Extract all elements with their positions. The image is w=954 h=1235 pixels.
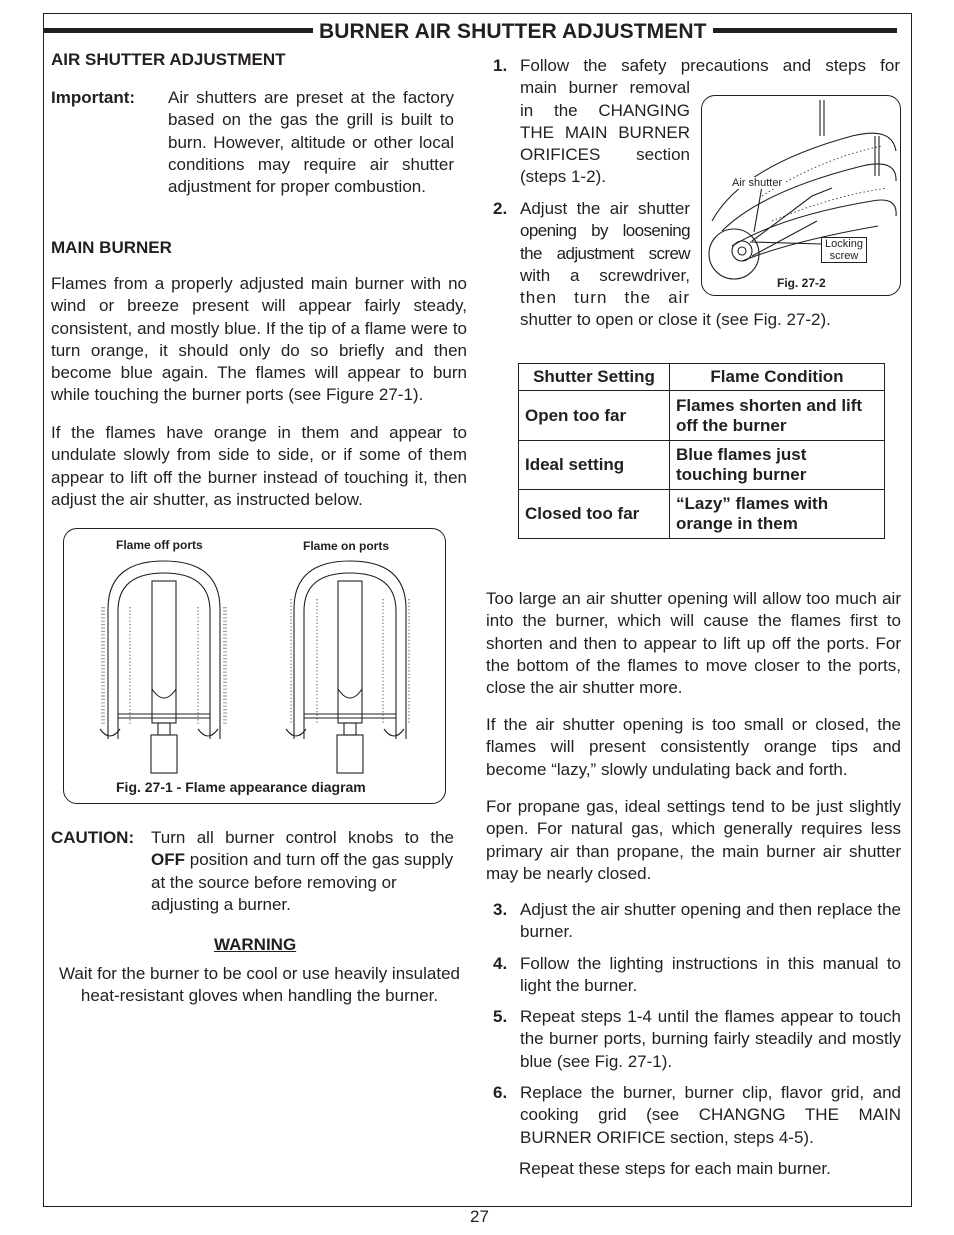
caution-text-line-1: Turn all burner control knobs to the	[151, 828, 454, 847]
figure-27-2-caption: Fig. 27-2	[777, 276, 826, 290]
table-cell-condition: Blue flames just touching burner	[670, 441, 885, 490]
table-header-shutter-setting: Shutter Setting	[519, 364, 670, 391]
table-cell-condition: “Lazy” flames with orange in them	[670, 490, 885, 539]
air-shutter-illustration	[702, 96, 900, 295]
table-cell-setting: Closed too far	[519, 490, 670, 539]
title-rule-right	[695, 28, 897, 33]
step-2-number: 2.	[493, 199, 508, 218]
shutter-setting-table	[518, 363, 885, 539]
important-label: Important:	[51, 88, 136, 107]
burner-diagrams	[64, 529, 445, 803]
label-flame-off-ports: Flame off ports	[116, 538, 203, 552]
figure-27-1-caption: Fig. 27-1 - Flame appearance diagram	[116, 779, 366, 795]
label-flame-on-ports: Flame on ports	[303, 539, 390, 553]
figure-27-1	[63, 528, 446, 804]
warning-text: Wait for the burner to be cool or use heavily insulated heat-resistant gloves when handling the burner.	[59, 964, 460, 1006]
caution-text-rest: position and turn off the gas supply at the source before removing or adjusting a burner.	[151, 850, 454, 914]
step-6-text: Replace the burner, burner clip, flavor grid, and cooking grid (see CHANGNG THE MAIN BURNER ORIFICE section, steps 4-5).	[520, 1083, 901, 1147]
step-1-number: 1.	[493, 56, 508, 75]
step-6-number: 6.	[493, 1083, 508, 1102]
burner-flame-on-ports	[286, 561, 406, 773]
step-1-text: Follow the safety precautions and steps for main burner removal in the CHANGING THE MAIN BURNER ORIFICES section (steps 1-2).	[520, 56, 900, 187]
step-4-text: Follow the lighting instructions in this manual to light the burner.	[520, 954, 901, 996]
step-2-text: Adjust the air shutter opening by loosening the adjustment screw with a screwdriver, then turn the air shutter to open or close it (see Fig. 27-2).	[520, 199, 831, 330]
caution-text	[151, 827, 454, 916]
burner-flame-off-ports	[100, 561, 220, 773]
important-text: Air shutters are preset at the factory based on the gas the grill is built to burn. However, altitude or other local conditions may require air shutter adjustment for proper combustion.	[168, 88, 454, 197]
caution-off: OFF	[151, 850, 185, 870]
table-row	[519, 490, 885, 539]
step-3-text: Adjust the air shutter opening and then replace the burner.	[520, 900, 901, 942]
main-burner-heading: MAIN BURNER	[51, 238, 172, 257]
caution-label: CAUTION:	[51, 828, 135, 847]
table-row	[519, 391, 885, 441]
main-burner-paragraph-1: Flames from a properly adjusted main burner with no wind or breeze present will appear fairly steady, consistent, and mostly blue. If the tip of a flame were to turn orange, it should only do so briefly and then become blue again. The flames will appear to burn while touching the burner ports (see Figure 27-1).	[51, 274, 467, 405]
figure-27-2	[701, 95, 901, 296]
paragraph-too-small: If the air shutter opening is too small or closed, the flames will present consistently orange tips and become “lazy,” slowly undulating back and forth.	[486, 715, 901, 779]
label-locking-screw: Locking screw	[821, 237, 867, 263]
table-header-row	[519, 364, 885, 391]
table-cell-setting: Open too far	[519, 391, 670, 441]
title-rule-left	[43, 28, 313, 33]
paragraph-propane: For propane gas, ideal settings tend to be just slightly open. For natural gas, which generally requires less primary air than propane, the main burner air shutter may be nearly closed.	[486, 797, 901, 883]
step-4-number: 4.	[493, 954, 508, 973]
table-cell-condition: Flames shorten and lift off the burner	[670, 391, 885, 441]
step-5-text: Repeat steps 1-4 until the flames appear to touch the burner ports, burning fairly steadily and mostly blue (see Fig. 27-1).	[520, 1007, 901, 1071]
step-5-number: 5.	[493, 1007, 508, 1026]
main-burner-paragraph-2: If the flames have orange in them and appear to undulate slowly from side to side, or if some of them appear to lift off the burner instead of touching it, then adjust the air shutter, as instructed below.	[51, 423, 467, 509]
table-header-flame-condition: Flame Condition	[670, 364, 885, 391]
warning-heading: WARNING	[214, 935, 297, 954]
page-number: 27	[470, 1207, 489, 1226]
page-title: BURNER AIR SHUTTER ADJUSTMENT	[313, 20, 713, 44]
paragraph-too-large: Too large an air shutter opening will allow too much air into the burner, which will cause the flames first to shorten and then to appear to lift up off the ports. For the bottom of the flames to move closer to the ports, close the air shutter more.	[486, 589, 901, 698]
page-header	[43, 18, 912, 48]
step-3-number: 3.	[493, 900, 508, 919]
section-heading: AIR SHUTTER ADJUSTMENT	[51, 50, 286, 69]
label-air-shutter: Air shutter	[732, 177, 783, 189]
repeat-note: Repeat these steps for each main burner.	[519, 1159, 831, 1178]
table-row	[519, 441, 885, 490]
table-cell-setting: Ideal setting	[519, 441, 670, 490]
